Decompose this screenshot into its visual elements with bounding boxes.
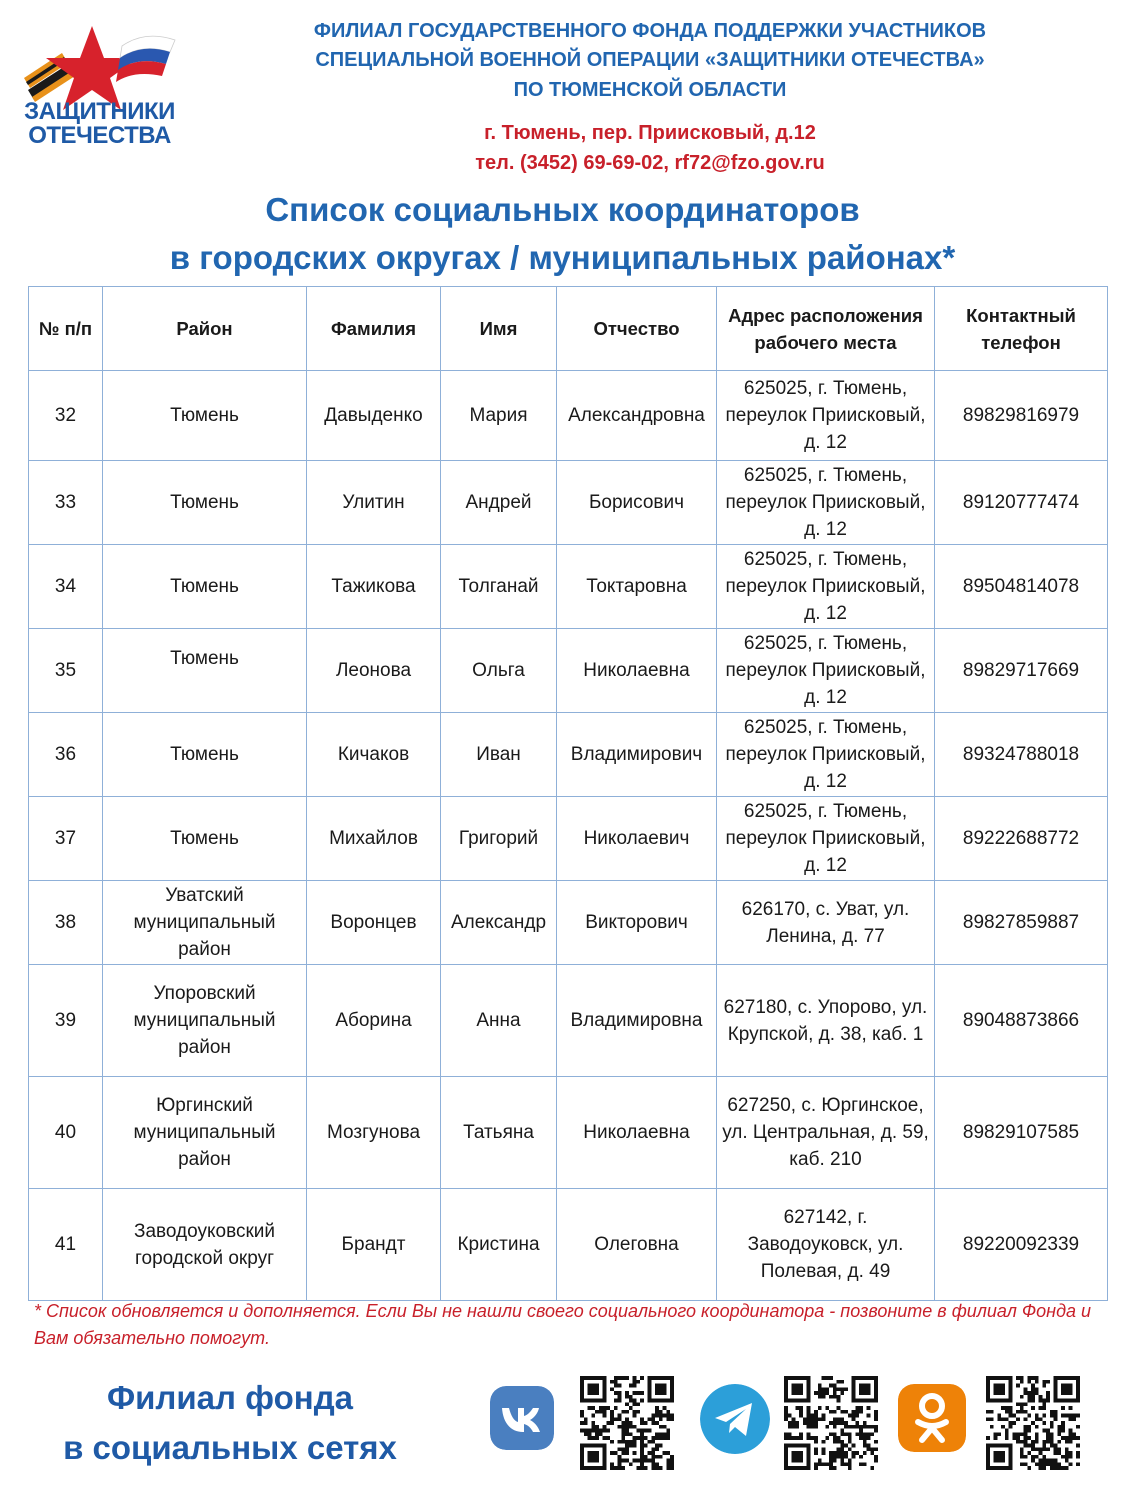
qr-code-telegram[interactable] [784, 1376, 878, 1470]
cell-district: Тюмень [103, 545, 307, 629]
table-row [29, 797, 1108, 881]
cell-first-name: Григорий [441, 797, 557, 881]
cell-district: Тюмень [103, 629, 307, 713]
cell-number: 37 [29, 797, 103, 881]
cell-district: Юргинский муниципальный район [103, 1077, 307, 1189]
cell-address: 625025, г. Тюмень, переулок Приисковый, д. 12 [717, 629, 935, 713]
cell-district: Тюмень [103, 461, 307, 545]
cell-first-name: Андрей [441, 461, 557, 545]
cell-patronymic: Владимировна [557, 965, 717, 1077]
cell-surname: Давыденко [307, 371, 441, 461]
coordinators-table [28, 286, 1108, 1301]
cell-district: Заводоуковский городской округ [103, 1189, 307, 1301]
header-phone: Контактный телефон [935, 287, 1108, 371]
cell-surname: Аборина [307, 965, 441, 1077]
table-row [29, 371, 1108, 461]
footnote: * Список обновляется и дополняется. Если Вы не нашли своего социального координатора - позвоните в филиал Фонда и Вам обязательно помогут. [34, 1301, 1092, 1348]
cell-patronymic: Борисович [557, 461, 717, 545]
cell-address: 625025, г. Тюмень, переулок Приисковый, д. 12 [717, 797, 935, 881]
cell-phone: 89120777474 [935, 461, 1108, 545]
table-row [29, 461, 1108, 545]
cell-phone: 89827859887 [935, 881, 1108, 965]
cell-phone: 89048873866 [935, 965, 1108, 1077]
org-name-line-1: ФИЛИАЛ ГОСУДАРСТВЕННОГО ФОНДА ПОДДЕРЖКИ УЧАСТНИКОВ [313, 20, 987, 42]
header-district: Район [103, 287, 307, 371]
cell-surname: Михайлов [307, 797, 441, 881]
cell-number: 33 [29, 461, 103, 545]
cell-phone: 89220092339 [935, 1189, 1108, 1301]
cell-patronymic: Николаевич [557, 797, 717, 881]
table-header-row [29, 287, 1108, 371]
qr-code-vk[interactable] [580, 1376, 674, 1470]
social-title-line-1: Филиал фонда [106, 1379, 354, 1416]
social-title-line-2: в социальных сетях [63, 1429, 397, 1466]
table-row [29, 1189, 1108, 1301]
cell-patronymic: Викторович [557, 881, 717, 965]
cell-number: 38 [29, 881, 103, 965]
cell-patronymic: Токтаровна [557, 545, 717, 629]
cell-first-name: Александр [441, 881, 557, 965]
table-row [29, 1077, 1108, 1189]
table-row [29, 629, 1108, 713]
qr-code-ok[interactable] [986, 1376, 1080, 1470]
cell-number: 39 [29, 965, 103, 1077]
org-contacts[interactable]: тел. (3452) 69-69-02, rf72@fzo.gov.ru [475, 152, 825, 174]
org-name-line-2: СПЕЦИАЛЬНОЙ ВОЕННОЙ ОПЕРАЦИИ «ЗАЩИТНИКИ ОТЕЧЕСТВА» [315, 49, 985, 71]
telegram-icon[interactable] [700, 1384, 770, 1454]
cell-surname: Тажикова [307, 545, 441, 629]
cell-patronymic: Николаевна [557, 629, 717, 713]
cell-number: 41 [29, 1189, 103, 1301]
logo-text: ЗАЩИТНИКИ ОТЕЧЕСТВА [24, 98, 175, 149]
cell-district: Уватский муниципальный район [103, 881, 307, 965]
table-row [29, 545, 1108, 629]
cell-number: 34 [29, 545, 103, 629]
cell-phone: 89324788018 [935, 713, 1108, 797]
org-address: г. Тюмень, пер. Приисковый, д.12 [484, 122, 816, 144]
document-title-line-1: Список социальных координаторов [265, 191, 860, 228]
cell-first-name: Мария [441, 371, 557, 461]
document-title-line-2: в городских округах / муниципальных районах* [169, 239, 956, 276]
odnoklassniki-icon[interactable] [898, 1384, 966, 1452]
cell-patronymic: Николаевна [557, 1077, 717, 1189]
cell-address: 627180, с. Упорово, ул. Крупской, д. 38, каб. 1 [717, 965, 935, 1077]
cell-patronymic: Владимирович [557, 713, 717, 797]
cell-patronymic: Александровна [557, 371, 717, 461]
cell-address: 625025, г. Тюмень, переулок Приисковый, д. 12 [717, 371, 935, 461]
cell-number: 40 [29, 1077, 103, 1189]
cell-surname: Леонова [307, 629, 441, 713]
cell-phone: 89504814078 [935, 545, 1108, 629]
cell-address: 627250, с. Юргинское, ул. Центральная, д. 59, каб. 210 [717, 1077, 935, 1189]
cell-number: 32 [29, 371, 103, 461]
cell-phone: 89222688772 [935, 797, 1108, 881]
cell-district: Тюмень [103, 713, 307, 797]
header-surname: Фамилия [307, 287, 441, 371]
cell-first-name: Татьяна [441, 1077, 557, 1189]
header-address: Адрес расположения рабочего места [717, 287, 935, 371]
cell-first-name: Кристина [441, 1189, 557, 1301]
header-number: № п/п [29, 287, 103, 371]
table-row [29, 713, 1108, 797]
cell-district: Упоровский муниципальный район [103, 965, 307, 1077]
cell-district: Тюмень [103, 797, 307, 881]
cell-phone: 89829107585 [935, 1077, 1108, 1189]
cell-first-name: Иван [441, 713, 557, 797]
header-first-name: Имя [441, 287, 557, 371]
cell-address: 625025, г. Тюмень, переулок Приисковый, д. 12 [717, 713, 935, 797]
cell-number: 36 [29, 713, 103, 797]
cell-address: 625025, г. Тюмень, переулок Приисковый, д. 12 [717, 461, 935, 545]
cell-first-name: Ольга [441, 629, 557, 713]
flag-icon [116, 36, 175, 82]
org-name-line-3: ПО ТЮМЕНСКОЙ ОБЛАСТИ [513, 79, 787, 101]
cell-first-name: Толганай [441, 545, 557, 629]
vk-icon[interactable] [490, 1386, 554, 1450]
header-patronymic: Отчество [557, 287, 717, 371]
cell-district: Тюмень [103, 371, 307, 461]
cell-surname: Брандт [307, 1189, 441, 1301]
table-row [29, 881, 1108, 965]
cell-phone: 89829816979 [935, 371, 1108, 461]
cell-surname: Кичаков [307, 713, 441, 797]
cell-phone: 89829717669 [935, 629, 1108, 713]
cell-first-name: Анна [441, 965, 557, 1077]
cell-address: 625025, г. Тюмень, переулок Приисковый, д. 12 [717, 545, 935, 629]
cell-patronymic: Олеговна [557, 1189, 717, 1301]
table-row [29, 965, 1108, 1077]
cell-address: 627142, г. Заводоуковск, ул. Полевая, д. 49 [717, 1189, 935, 1301]
cell-surname: Мозгунова [307, 1077, 441, 1189]
cell-surname: Воронцев [307, 881, 441, 965]
cell-address: 626170, с. Уват, ул. Ленина, д. 77 [717, 881, 935, 965]
cell-surname: Улитин [307, 461, 441, 545]
cell-number: 35 [29, 629, 103, 713]
